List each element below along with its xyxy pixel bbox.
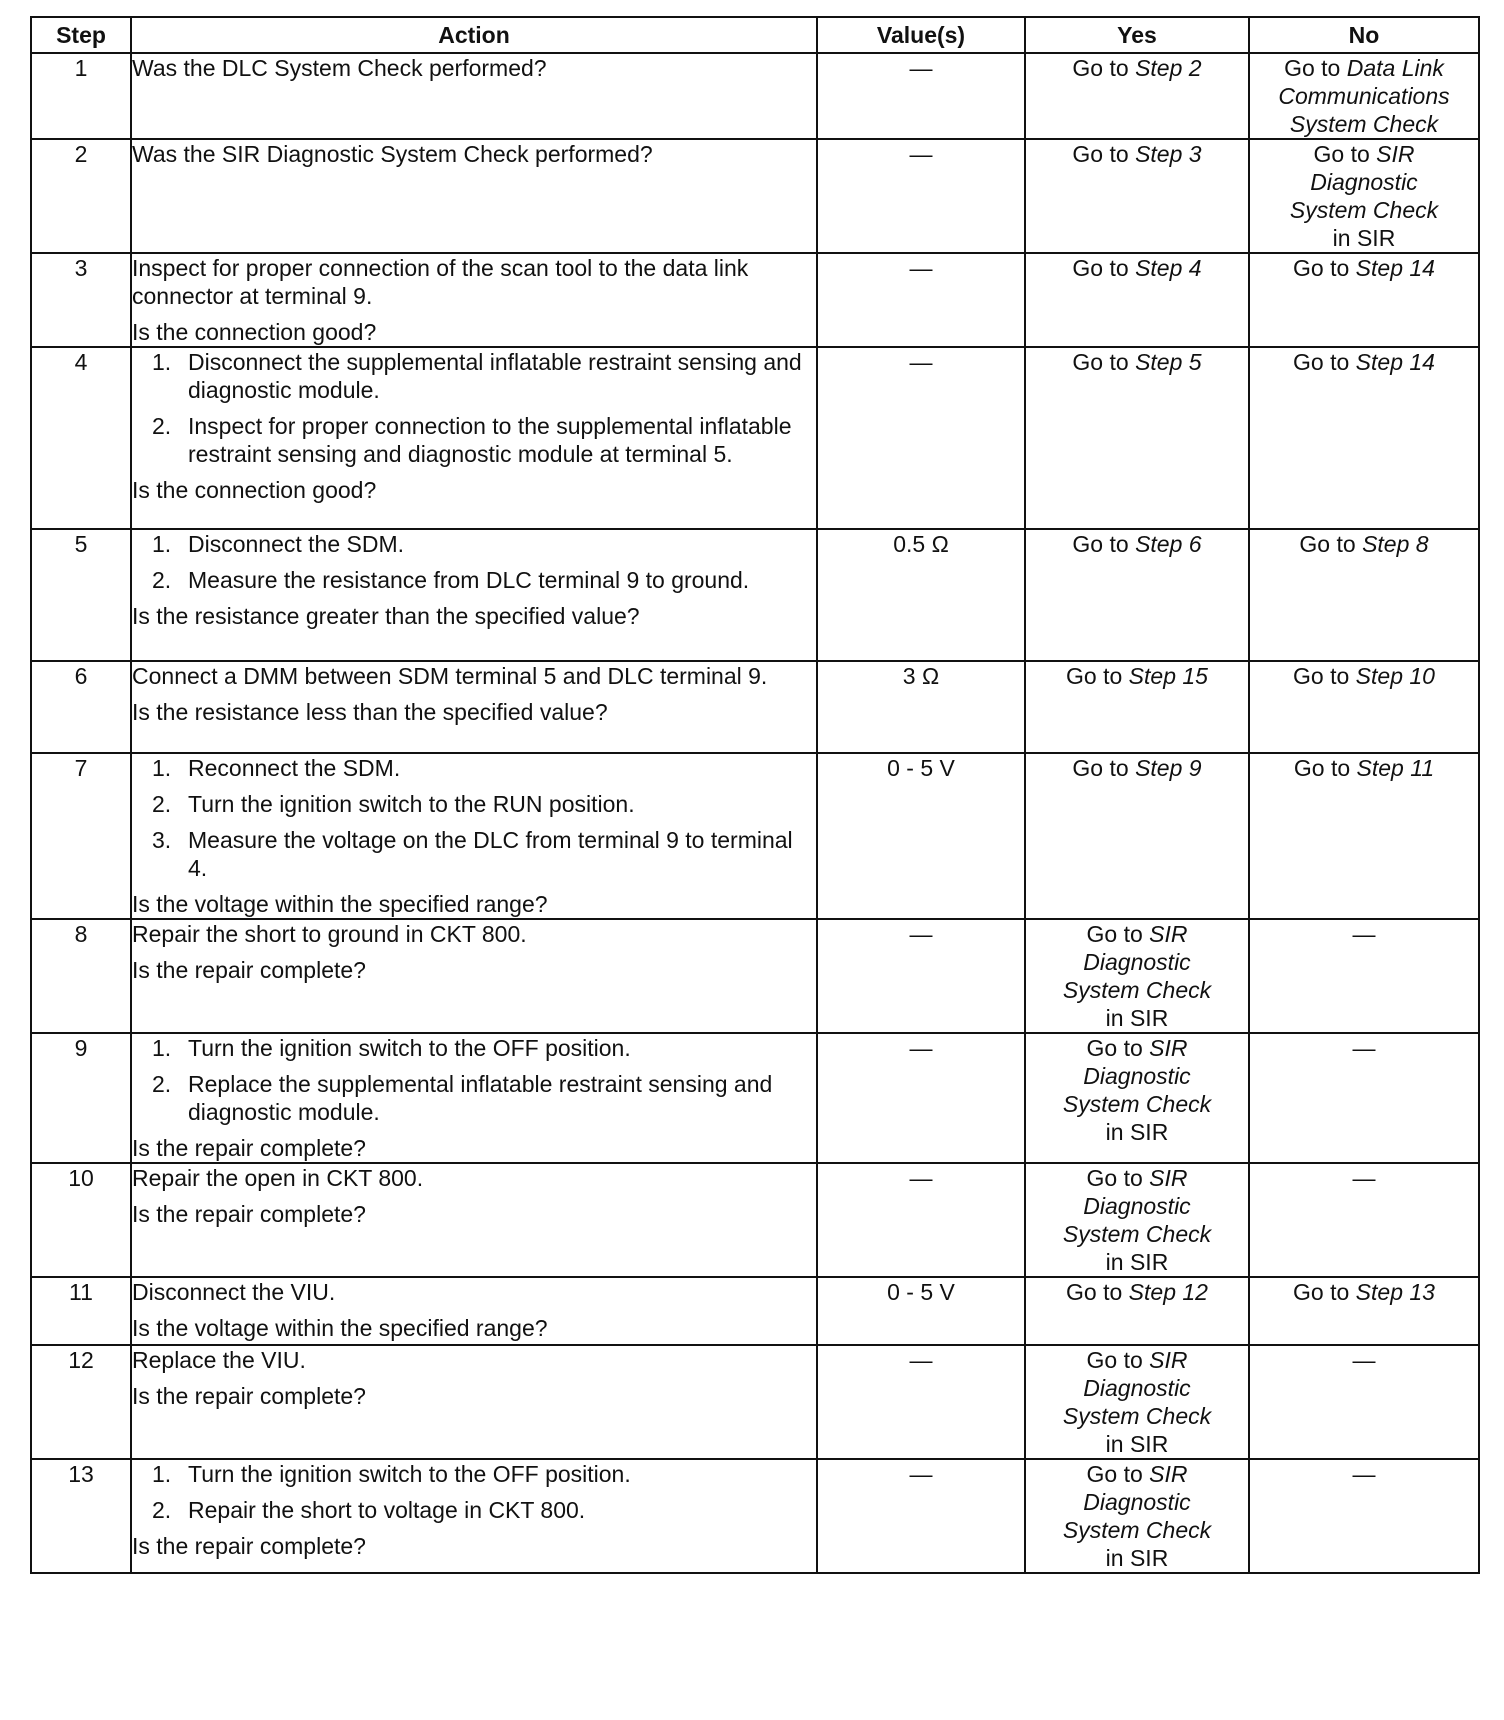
- action-text: Was the DLC System Check performed?: [132, 55, 547, 81]
- no-outcome: [1249, 347, 1479, 529]
- yes-outcome: [1025, 661, 1249, 753]
- header-row: [31, 17, 1479, 53]
- action-cell: [131, 347, 817, 529]
- step-number: 13: [31, 1459, 131, 1573]
- table-row: [31, 53, 1479, 139]
- no-outcome: [1249, 919, 1479, 1033]
- item-number: 1.: [152, 1461, 172, 1487]
- yes-outcome: [1025, 1345, 1249, 1459]
- step-number: 5: [31, 529, 131, 661]
- item-text: Disconnect the supplemental inflatable restraint sensing and diagnostic module.: [188, 349, 802, 403]
- action-text: Inspect for proper connection of the scan tool to the data link connector at terminal 9.: [132, 255, 749, 309]
- outcome-line: [1250, 140, 1478, 168]
- item-number: 1.: [152, 1035, 172, 1061]
- goto-plain: in SIR: [1105, 1545, 1169, 1571]
- action-question: Is the connection good?: [132, 477, 377, 503]
- action-cell: [131, 753, 817, 919]
- action-question: Is the repair complete?: [132, 1533, 366, 1559]
- no-outcome: [1249, 53, 1479, 139]
- goto-reference: System Check: [1062, 1221, 1212, 1247]
- value-cell: 0 - 5 V: [817, 1277, 1025, 1345]
- value-cell: —: [817, 1459, 1025, 1573]
- step-number: 8: [31, 919, 131, 1033]
- item-number: 2.: [152, 1071, 172, 1097]
- action-text: Is the repair complete?: [132, 1201, 366, 1227]
- outcome-line: [1250, 168, 1478, 196]
- numbered-item: [132, 412, 816, 468]
- value-cell: 0.5 Ω: [817, 529, 1025, 661]
- goto-reference: Step 4: [1135, 255, 1202, 281]
- header-yes: Yes: [1025, 17, 1249, 53]
- yes-outcome: [1025, 1033, 1249, 1163]
- goto-reference: Diagnostic: [1083, 1193, 1191, 1219]
- outcome-line: [1026, 1248, 1248, 1276]
- action-cell: [131, 1345, 817, 1459]
- goto-plain: in SIR: [1105, 1249, 1169, 1275]
- goto-prefix: Go to: [1293, 349, 1356, 375]
- outcome-line: [1026, 1430, 1248, 1458]
- outcome-line: [1026, 1220, 1248, 1248]
- goto-prefix: Go to: [1293, 755, 1357, 781]
- item-text: Repair the short to voltage in CKT 800.: [188, 1497, 586, 1523]
- item-text: Turn the ignition switch to the OFF position.: [188, 1035, 631, 1061]
- outcome-line: [1026, 1346, 1248, 1374]
- outcome-line: [1026, 1544, 1248, 1572]
- goto-reference: Step 15: [1128, 663, 1208, 689]
- outcome-line: [1026, 1004, 1248, 1032]
- goto-prefix: Go to: [1293, 663, 1356, 689]
- goto-prefix: Go to: [1072, 755, 1136, 781]
- dash-value: —: [1352, 1347, 1376, 1373]
- goto-prefix: Go to: [1313, 141, 1377, 167]
- action-text: Is the voltage within the specified range?: [132, 1315, 548, 1341]
- goto-reference: Data Link: [1346, 55, 1444, 81]
- goto-reference: System Check: [1062, 977, 1212, 1003]
- goto-reference: Step 8: [1362, 531, 1429, 557]
- goto-reference: Step 11: [1356, 755, 1435, 781]
- action-text: Replace the VIU.: [132, 1347, 306, 1373]
- goto-plain: in SIR: [1105, 1119, 1169, 1145]
- yes-outcome: [1025, 53, 1249, 139]
- outcome-line: [1026, 1118, 1248, 1146]
- value-cell: —: [817, 139, 1025, 253]
- header-action: Action: [131, 17, 817, 53]
- goto-prefix: Go to: [1066, 1279, 1129, 1305]
- step-number: 1: [31, 53, 131, 139]
- value-cell: —: [817, 1345, 1025, 1459]
- item-text: Inspect for proper connection to the supplemental inflatable restraint sensing and diagnostic module at terminal 5.: [188, 413, 792, 467]
- diagnostic-table: [30, 16, 1480, 1574]
- goto-prefix: Go to: [1072, 349, 1136, 375]
- goto-prefix: Go to: [1072, 141, 1136, 167]
- item-text: Turn the ignition switch to the RUN position.: [188, 791, 635, 817]
- outcome-line: [1250, 224, 1478, 252]
- goto-prefix: Go to: [1066, 663, 1129, 689]
- table-row: [31, 1459, 1479, 1573]
- action-question: Is the resistance less than the specified value?: [132, 699, 608, 725]
- yes-outcome: [1025, 529, 1249, 661]
- dash-value: —: [1352, 1035, 1376, 1061]
- header-values: Value(s): [817, 17, 1025, 53]
- numbered-item: [132, 790, 816, 818]
- dash-value: —: [1352, 921, 1376, 947]
- outcome-line: [1026, 1192, 1248, 1220]
- goto-reference: Step 14: [1355, 349, 1435, 375]
- outcome-line: [1026, 1164, 1248, 1192]
- goto-reference: Communications: [1278, 83, 1450, 109]
- goto-reference: SIR: [1149, 921, 1188, 947]
- goto-prefix: Go to: [1293, 255, 1356, 281]
- yes-outcome: [1025, 253, 1249, 347]
- goto-reference: Step 2: [1135, 55, 1202, 81]
- no-outcome: [1249, 1345, 1479, 1459]
- no-outcome: [1249, 753, 1479, 919]
- goto-plain: in SIR: [1105, 1431, 1169, 1457]
- goto-reference: System Check: [1062, 1403, 1212, 1429]
- table-row: [31, 661, 1479, 753]
- yes-outcome: [1025, 1459, 1249, 1573]
- step-number: 3: [31, 253, 131, 347]
- item-text: Turn the ignition switch to the OFF position.: [188, 1461, 631, 1487]
- item-number: 2.: [152, 567, 172, 593]
- item-text: Reconnect the SDM.: [188, 755, 401, 781]
- goto-prefix: Go to: [1284, 55, 1347, 81]
- goto-plain: in SIR: [1332, 225, 1396, 251]
- numbered-item: [132, 754, 816, 782]
- action-cell: [131, 53, 817, 139]
- goto-reference: System Check: [1289, 197, 1439, 223]
- table-row: [31, 253, 1479, 347]
- goto-prefix: Go to: [1072, 255, 1136, 281]
- yes-outcome: [1025, 139, 1249, 253]
- step-number: 6: [31, 661, 131, 753]
- action-text: Disconnect the VIU.: [132, 1279, 336, 1305]
- goto-reference: Step 6: [1135, 531, 1202, 557]
- item-number: 2.: [152, 1497, 172, 1523]
- numbered-item: [132, 1034, 816, 1062]
- goto-reference: SIR: [1149, 1165, 1188, 1191]
- no-outcome: [1249, 529, 1479, 661]
- outcome-line: [1026, 976, 1248, 1004]
- step-number: 11: [31, 1277, 131, 1345]
- goto-plain: in SIR: [1105, 1005, 1169, 1031]
- action-question: Is the voltage within the specified range?: [132, 891, 548, 917]
- no-outcome: [1249, 1459, 1479, 1573]
- no-outcome: [1249, 1277, 1479, 1345]
- numbered-item: [132, 1070, 816, 1126]
- action-cell: [131, 139, 817, 253]
- value-cell: —: [817, 53, 1025, 139]
- step-number: 12: [31, 1345, 131, 1459]
- no-outcome: [1249, 1163, 1479, 1277]
- table-row: [31, 347, 1479, 529]
- goto-reference: Step 9: [1135, 755, 1202, 781]
- outcome-line: [1026, 1460, 1248, 1488]
- goto-reference: Step 5: [1135, 349, 1202, 375]
- action-cell: [131, 1033, 817, 1163]
- numbered-item: [132, 566, 816, 594]
- action-cell: [131, 1163, 817, 1277]
- item-number: 1.: [152, 755, 172, 781]
- goto-reference: Diagnostic: [1083, 1063, 1191, 1089]
- action-cell: [131, 919, 817, 1033]
- action-question: Is the connection good?: [132, 319, 377, 345]
- step-number: 2: [31, 139, 131, 253]
- goto-reference: Step 14: [1355, 255, 1435, 281]
- numbered-item: [132, 1460, 816, 1488]
- item-text: Measure the resistance from DLC terminal 9 to ground.: [188, 567, 750, 593]
- outcome-line: [1026, 1090, 1248, 1118]
- item-number: 3.: [152, 827, 172, 853]
- item-text: Replace the supplemental inflatable restraint sensing and diagnostic module.: [188, 1071, 773, 1125]
- step-number: 4: [31, 347, 131, 529]
- no-outcome: [1249, 139, 1479, 253]
- goto-reference: Step 10: [1355, 663, 1435, 689]
- item-text: Disconnect the SDM.: [188, 531, 405, 557]
- value-cell: —: [817, 253, 1025, 347]
- header-no: No: [1249, 17, 1479, 53]
- action-text: Repair the short to ground in CKT 800.: [132, 921, 527, 947]
- value-cell: 0 - 5 V: [817, 753, 1025, 919]
- table-row: [31, 139, 1479, 253]
- table-row: [31, 919, 1479, 1033]
- goto-reference: System Check: [1289, 111, 1439, 137]
- action-cell: [131, 1459, 817, 1573]
- table-row: [31, 1277, 1479, 1345]
- table-row: [31, 529, 1479, 661]
- outcome-line: [1026, 1488, 1248, 1516]
- item-number: 2.: [152, 413, 172, 439]
- goto-reference: Diagnostic: [1083, 1489, 1191, 1515]
- numbered-item: [132, 1496, 816, 1524]
- table-row: [31, 753, 1479, 919]
- goto-prefix: Go to: [1086, 1461, 1150, 1487]
- value-cell: —: [817, 1033, 1025, 1163]
- step-number: 9: [31, 1033, 131, 1163]
- goto-prefix: Go to: [1086, 921, 1150, 947]
- action-text: Is the repair complete?: [132, 1383, 366, 1409]
- goto-prefix: Go to: [1086, 1035, 1150, 1061]
- step-number: 10: [31, 1163, 131, 1277]
- dash-value: —: [1352, 1165, 1376, 1191]
- numbered-item: [132, 826, 816, 882]
- header-step: Step: [31, 17, 131, 53]
- outcome-line: [1250, 110, 1478, 138]
- goto-reference: Diagnostic: [1083, 949, 1191, 975]
- yes-outcome: [1025, 919, 1249, 1033]
- item-number: 2.: [152, 791, 172, 817]
- table-row: [31, 1033, 1479, 1163]
- no-outcome: [1249, 1033, 1479, 1163]
- goto-prefix: Go to: [1293, 1279, 1356, 1305]
- table-row: [31, 1345, 1479, 1459]
- goto-reference: Diagnostic: [1083, 1375, 1191, 1401]
- goto-reference: SIR: [1149, 1347, 1188, 1373]
- goto-prefix: Go to: [1072, 531, 1136, 557]
- action-text: Connect a DMM between SDM terminal 5 and DLC terminal 9.: [132, 663, 768, 689]
- goto-reference: Step 3: [1135, 141, 1202, 167]
- outcome-line: [1026, 1402, 1248, 1430]
- numbered-item: [132, 530, 816, 558]
- action-cell: [131, 529, 817, 661]
- item-number: 1.: [152, 349, 172, 375]
- step-number: 7: [31, 753, 131, 919]
- yes-outcome: [1025, 753, 1249, 919]
- outcome-line: [1026, 1516, 1248, 1544]
- value-cell: —: [817, 347, 1025, 529]
- outcome-line: [1250, 54, 1478, 82]
- goto-reference: System Check: [1062, 1091, 1212, 1117]
- value-cell: —: [817, 1163, 1025, 1277]
- outcome-line: [1250, 196, 1478, 224]
- goto-reference: SIR: [1149, 1035, 1188, 1061]
- yes-outcome: [1025, 347, 1249, 529]
- outcome-line: [1026, 948, 1248, 976]
- value-cell: 3 Ω: [817, 661, 1025, 753]
- outcome-line: [1026, 1062, 1248, 1090]
- action-question: Is the resistance greater than the specified value?: [132, 603, 640, 629]
- goto-prefix: Go to: [1072, 55, 1136, 81]
- table-body: [31, 53, 1479, 1573]
- value-cell: —: [817, 919, 1025, 1033]
- yes-outcome: [1025, 1163, 1249, 1277]
- outcome-line: [1026, 1374, 1248, 1402]
- goto-prefix: Go to: [1086, 1347, 1150, 1373]
- action-cell: [131, 1277, 817, 1345]
- item-text: Measure the voltage on the DLC from terminal 9 to terminal 4.: [188, 827, 793, 881]
- goto-reference: Step 12: [1128, 1279, 1208, 1305]
- action-question: Is the repair complete?: [132, 1135, 366, 1161]
- goto-reference: Diagnostic: [1310, 169, 1418, 195]
- action-cell: [131, 661, 817, 753]
- item-number: 1.: [152, 531, 172, 557]
- outcome-line: [1250, 82, 1478, 110]
- goto-reference: SIR: [1149, 1461, 1188, 1487]
- goto-reference: Step 13: [1355, 1279, 1435, 1305]
- table-row: [31, 1163, 1479, 1277]
- action-cell: [131, 253, 817, 347]
- action-text: Was the SIR Diagnostic System Check performed?: [132, 141, 653, 167]
- numbered-item: [132, 348, 816, 404]
- goto-reference: SIR: [1376, 141, 1415, 167]
- outcome-line: [1026, 920, 1248, 948]
- goto-prefix: Go to: [1299, 531, 1363, 557]
- outcome-line: [1026, 1034, 1248, 1062]
- yes-outcome: [1025, 1277, 1249, 1345]
- goto-reference: System Check: [1062, 1517, 1212, 1543]
- no-outcome: [1249, 253, 1479, 347]
- no-outcome: [1249, 661, 1479, 753]
- action-text: Is the repair complete?: [132, 957, 366, 983]
- action-text: Repair the open in CKT 800.: [132, 1165, 424, 1191]
- dash-value: —: [1352, 1461, 1376, 1487]
- goto-prefix: Go to: [1086, 1165, 1150, 1191]
